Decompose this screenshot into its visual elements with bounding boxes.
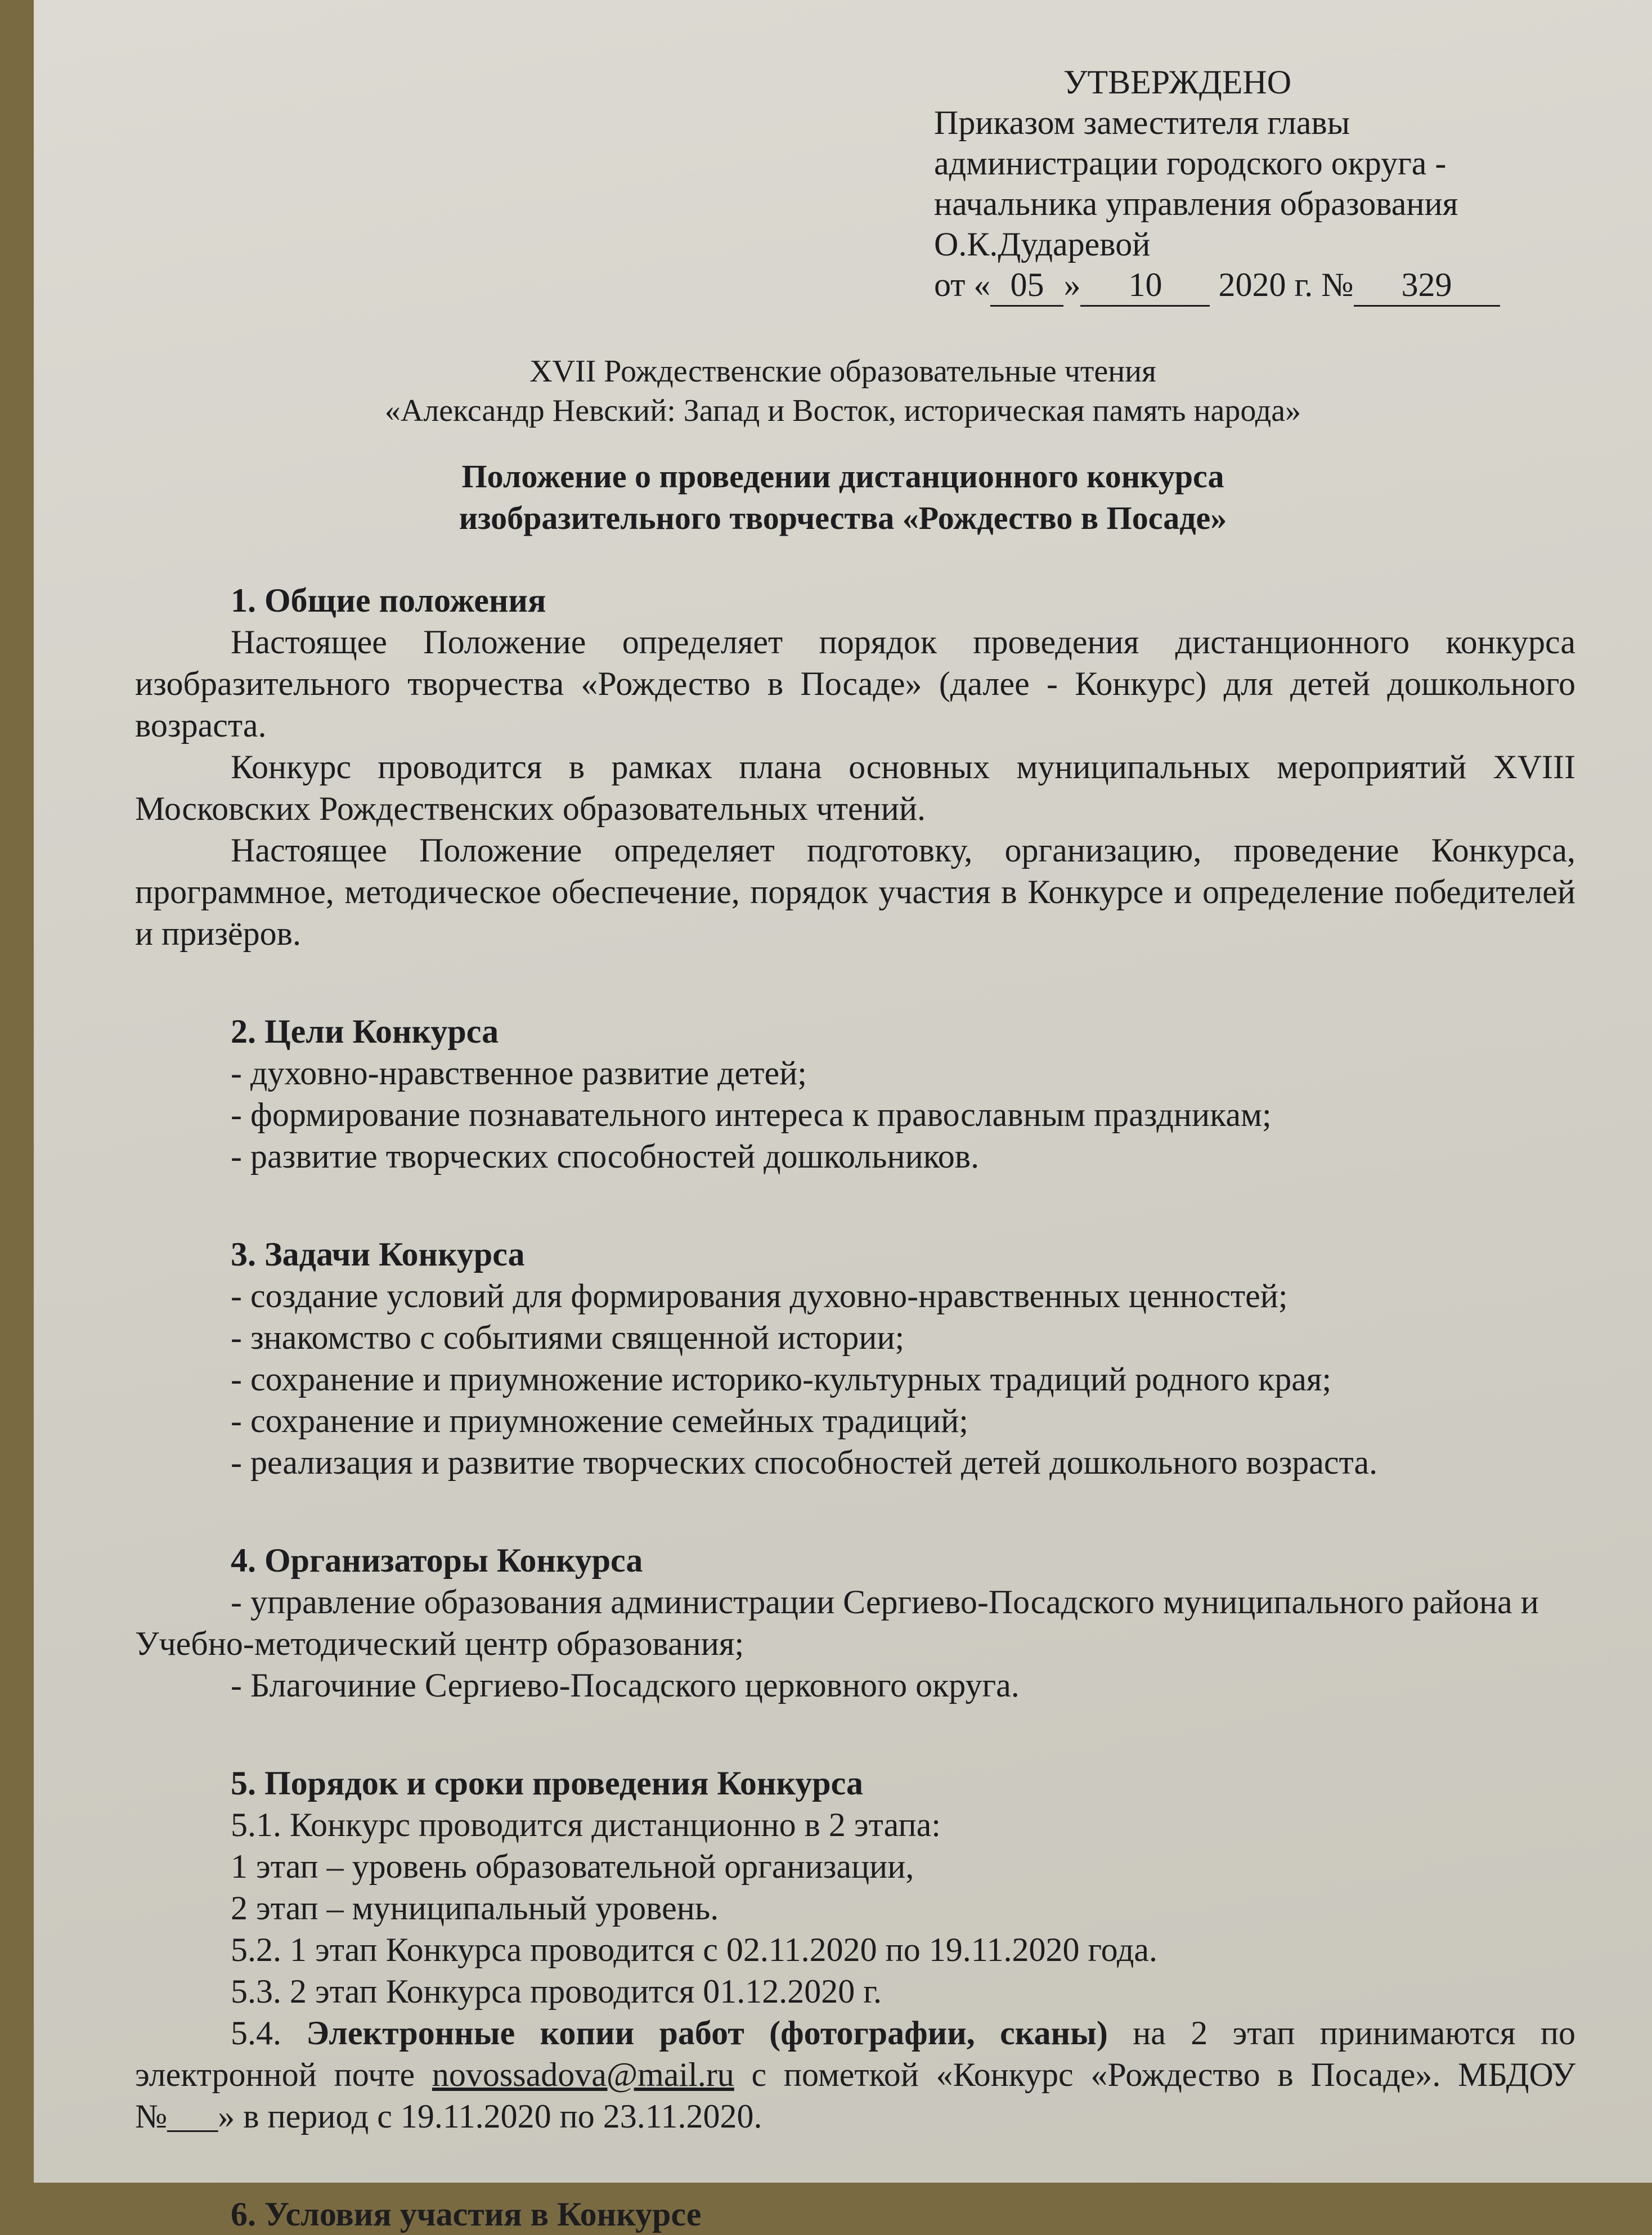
- list-item: - Благочиние Сергиево-Посадского церковного округа.: [231, 1667, 1020, 1704]
- day-close: »: [1063, 266, 1081, 303]
- list-item: - сохранение и приумножение семейных традиций;: [231, 1402, 968, 1439]
- paragraph: 5.1. Конкурс проводится дистанционно в 2 этапа:: [231, 1806, 941, 1843]
- approval-line: Приказом заместителя главы: [934, 104, 1350, 141]
- list-item: - духовно-нравственное развитие детей;: [231, 1054, 807, 1092]
- section-tasks: [135, 1233, 1575, 1483]
- paragraph: 5.2. 1 этап Конкурса проводится с 02.11.2020 по 19.11.2020 года.: [231, 1931, 1158, 1968]
- section-heading: 1. Общие положения: [231, 582, 546, 619]
- section-organizers: [135, 1540, 1575, 1706]
- approval-stamp: [934, 62, 1581, 307]
- list-item: - формирование познавательного интереса к православным праздникам;: [231, 1096, 1272, 1133]
- paragraph: Настоящее Положение определяет подготовку, организацию, проведение Конкурса, программное, методическое обеспечение, порядок участия в Конкурсе и определение победителей и призёров.: [135, 832, 1575, 952]
- list-item: - сохранение и приумножение историко-культурных традиций родного края;: [231, 1361, 1332, 1398]
- section-heading: 2. Цели Конкурса: [231, 1013, 499, 1050]
- list-item: - управление образования администрации Сергиево-Посадского муниципального района и Учебно-методический центр образования;: [135, 1583, 1539, 1662]
- emphasis-text: Электронные копии работ (фотографии, сканы): [306, 2014, 1108, 2052]
- section-conditions: [135, 2193, 1575, 2235]
- readings-line: «Александр Невский: Запад и Восток, историческая память народа»: [384, 393, 1301, 428]
- list-item: - развитие творческих способностей дошкольников.: [231, 1138, 980, 1175]
- paragraph-text: с пометкой «Конкурс «Рождество в Посаде». МБДОУ №___» в период с 19.11.2020 по 23.11.2020.: [135, 2056, 1576, 2135]
- section-heading: 4. Организаторы Конкурса: [231, 1542, 643, 1579]
- paragraph-text: на 2 этап принимаются по электронной почте: [135, 2014, 1575, 2093]
- paragraph-5-4: [135, 2012, 1575, 2137]
- list-item: 1 этап – уровень образовательной организации,: [231, 1848, 914, 1885]
- readings-heading: [34, 352, 1652, 430]
- approval-date: [934, 264, 1581, 307]
- list-item: - создание условий для формирования духовно-нравственных ценностей;: [231, 1277, 1288, 1314]
- list-item: - реализация и развитие творческих способностей детей дошкольного возраста.: [231, 1444, 1378, 1481]
- approval-heading: УТВЕРЖДЕНО: [1063, 64, 1292, 101]
- approval-signatory: О.К.Дударевой: [934, 226, 1151, 263]
- email-link[interactable]: novossadova@mail.ru: [432, 2056, 734, 2093]
- list-item: - знакомство с событиями священной истории;: [231, 1319, 905, 1356]
- title-line: изобразительного творчества «Рождество в Посаде»: [459, 500, 1227, 536]
- approval-month: 10: [1080, 264, 1210, 307]
- list-item: 2 этап – муниципальный уровень.: [231, 1890, 719, 1927]
- paragraph: 5.3. 2 этап Конкурса проводится 01.12.2020 г.: [231, 1973, 882, 2010]
- approval-day: 05: [990, 264, 1063, 307]
- document-body: [135, 580, 1575, 2235]
- clause-number: 5.4.: [231, 2014, 307, 2052]
- approval-year: 2020 г. №: [1218, 266, 1354, 303]
- title-line: Положение о проведении дистанционного конкурса: [461, 458, 1224, 495]
- paragraph: Конкурс проводится в рамках плана основных муниципальных мероприятий XVIII Московских Рождественских образовательных чтений.: [135, 748, 1575, 827]
- document-title: [34, 456, 1652, 539]
- document-page: [34, 0, 1652, 2233]
- section-general: [135, 580, 1575, 954]
- section-heading: 3. Задачи Конкурса: [231, 1236, 525, 1273]
- section-goals: [135, 1011, 1575, 1177]
- paragraph: Настоящее Положение определяет порядок проведения дистанционного конкурса изобразительного творчества «Рождество в Посаде» (далее - Конкурс) для детей дошкольного возраста.: [135, 623, 1575, 744]
- section-heading: 5. Порядок и сроки проведения Конкурса: [231, 1765, 863, 1802]
- approval-number: 329: [1354, 264, 1500, 307]
- section-heading: 6. Условия участия в Конкурсе: [231, 2196, 702, 2233]
- approval-line: начальника управления образования: [934, 185, 1458, 222]
- approval-line: администрации городского округа -: [934, 145, 1447, 182]
- date-prefix: от «: [934, 266, 991, 303]
- readings-line: XVII Рождественские образовательные чтения: [529, 354, 1156, 389]
- section-procedure: [135, 1762, 1575, 2137]
